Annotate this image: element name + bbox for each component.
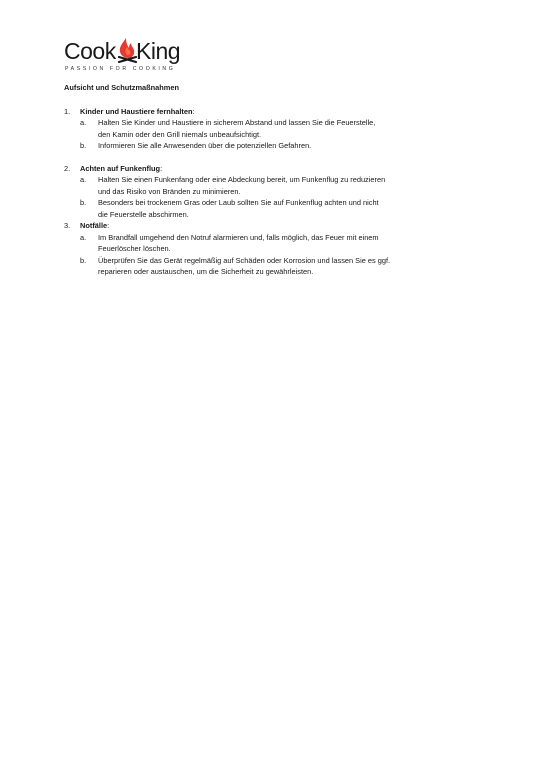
sub-item-line: reparieren oder austauschen, um die Sicherheit zu gewährleisten. [98,267,314,276]
sub-item-line: Im Brandfall umgehend den Notruf alarmieren und, falls möglich, das Feuer mit einem [98,232,379,242]
list-item-colon: : [160,163,163,173]
flame-icon [120,38,134,58]
sub-item-letter: a. [80,175,87,184]
sub-item [64,174,484,197]
sub-item-line: den Kamin oder den Grill niemals unbeaufsichtigt. [98,129,262,139]
document-content [64,82,484,278]
list-number: 1. [64,106,71,116]
sub-item [64,140,484,152]
list-number: 3. [64,221,71,230]
sub-item-letter: a. [80,118,87,127]
sub-item-letter: b. [80,141,87,150]
list-item-colon: : [107,221,110,230]
list-item-title: Kinder und Haustiere fernhalten [80,106,193,116]
list-number: 2. [64,163,71,173]
sub-item-line: die Feuerstelle abschirmen. [98,209,189,219]
sub-item [64,197,484,220]
sub-item [64,232,484,255]
sub-item-line: Halten Sie einen Funkenfang oder eine Abdeckung bereit, um Funkenflug zu reduzieren [98,175,386,184]
sub-item-letter: b. [80,255,87,265]
cookking-logo [64,34,184,76]
sub-item-line: Informieren Sie alle Anwesenden über die potenziellen Gefahren. [98,141,312,150]
list-item [64,163,484,175]
sub-item-line: Feuerlöscher löschen. [98,244,171,253]
sub-item-letter: a. [80,232,87,242]
sub-item-line: Überprüfen Sie das Gerät regelmäßig auf Schäden oder Korrosion und lassen Sie es ggf. [98,255,391,265]
logo-word-king: King [136,38,181,64]
sub-item-letter: b. [80,198,87,207]
list-item-colon: : [192,106,195,116]
sub-item-line: und das Risiko von Bränden zu minimieren. [98,186,241,196]
spacer [64,152,484,163]
sub-item-line: Halten Sie Kinder und Haustiere in sicherem Abstand und lassen Sie die Feuerstelle, [98,118,376,127]
list-item [64,220,484,232]
section-heading: Aufsicht und Schutzmaßnahmen [64,83,179,92]
list-item [64,106,484,118]
logo-tagline: PASSION FOR COOKING [65,66,176,72]
sub-item-line: Besonders bei trockenem Gras oder Laub sollten Sie auf Funkenflug achten und nicht [98,198,379,207]
list-item-title: Notfälle [80,221,108,230]
sub-item [64,117,484,140]
logo-word-cook: Cook [64,38,116,64]
list-item-title: Achten auf Funkenflug [80,163,161,173]
sub-item [64,255,484,278]
cookking-logo-graphic [64,34,184,76]
